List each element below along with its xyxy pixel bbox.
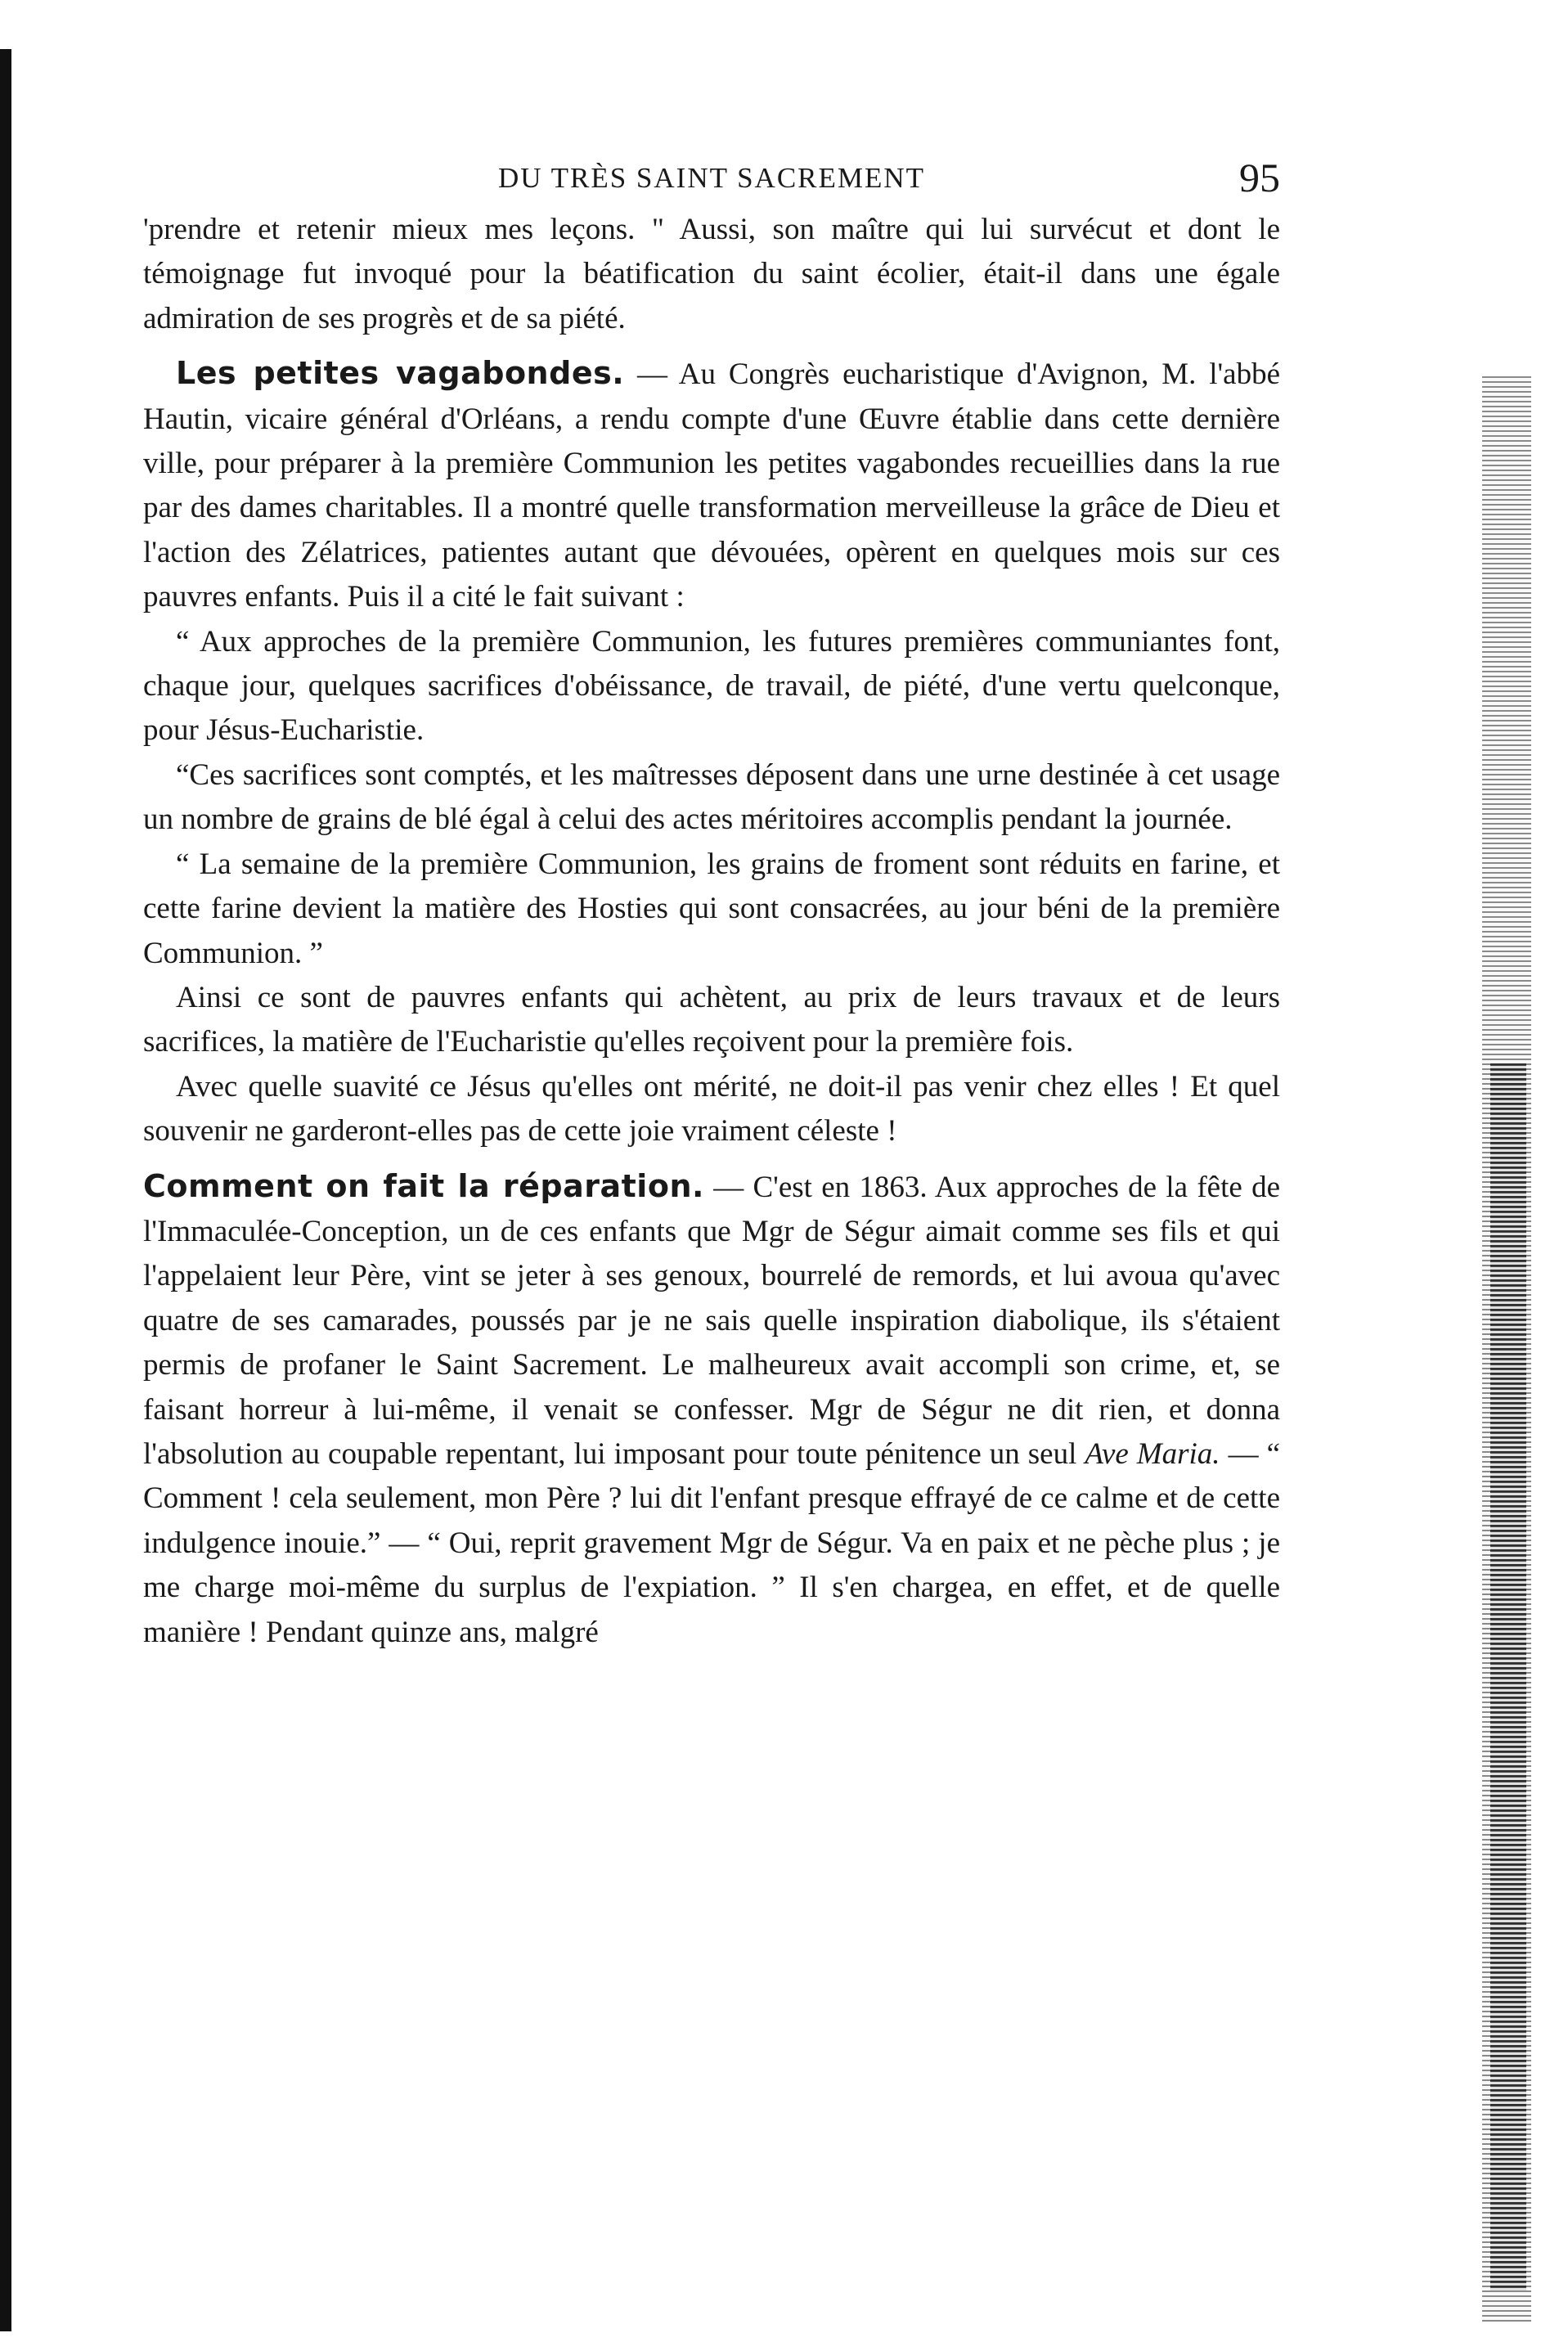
paragraph bbox=[143, 208, 1280, 341]
body-text bbox=[143, 208, 1280, 1655]
running-head bbox=[143, 154, 1280, 208]
section-title: Comment on fait la réparation. bbox=[143, 1167, 704, 1204]
paragraph-text: “ La semaine de la première Communion, les grains de froment sont réduits en farine, et cette farine devient la matière des Hosties qui sont consacrées, au jour béni de la première Communion. ” bbox=[143, 847, 1280, 970]
paragraph-text: 'prendre et retenir mieux mes leçons. " Aussi, son maître qui lui survécut et dont le témoignage fut invoqué pour la béatification du saint écolier, était-il dans une égale admiration de ses progrès et de sa piété. bbox=[143, 213, 1280, 335]
paragraph bbox=[143, 1164, 1280, 1655]
paragraph-text: “ Aux approches de la première Communion, les futures premières communiantes font, chaque jour, quelques sacrifices d'obéissance, de travail, de piété, d'une vertu quelconque, pour Jésus-Eucharistie. bbox=[143, 624, 1280, 748]
binding-edge bbox=[0, 49, 11, 2331]
book-page bbox=[143, 154, 1280, 1655]
paragraph-text: Ainsi ce sont de pauvres enfants qui achètent, au prix de leurs travaux et de leurs sacrifices, la matière de l'Eucharistie qu'elles reçoivent pour la première fois. bbox=[143, 980, 1280, 1059]
italic-text: Ave Maria. bbox=[1085, 1436, 1220, 1471]
paragraph bbox=[143, 620, 1280, 753]
paragraph-text: — C'est en 1863. Aux approches de la fête de l'Immaculée-Conception, un de ces enfants que Mgr de Ségur aimait comme ses fils et qui l'appelaient leur Père, vint se jeter à ses genoux, bourrelé de remords, et lui avoua qu'avec quatre de ses camarades, poussés par je ne sais quelle inspiration diabolique, ils s'étaient permis de profaner le Saint Sacrement. Le malheureux avait accompli son crime, et, se faisant horreur à lui-même, il venait se confesser. Mgr de Ségur ne dit rien, et donna l'absolution au coupable repentant, lui imposant pour toute pénitence un seul bbox=[143, 1170, 1281, 1471]
paragraph bbox=[143, 351, 1280, 619]
paragraph-text: Avec quelle suavité ce Jésus qu'elles ont mérité, ne doit-il pas venir chez elles ! Et quel souvenir ne garderont-elles pas de cette joie vraiment céleste ! bbox=[143, 1069, 1280, 1149]
page-number: 95 bbox=[1239, 155, 1280, 200]
paragraph-text: — “ Comment ! cela seulement, mon Père ? lui dit l'enfant presque effrayé de ce calme et de cette indulgence inouie.” — “ Oui, reprit gravement Mgr de Ségur. Va en paix et ne pèche plus ; je me charge moi-même du surplus de l'expiation. ” Il s'en chargea, en effet, et de quelle manière ! Pendant quinze ans, malgré bbox=[143, 1436, 1280, 1649]
paragraph bbox=[143, 753, 1280, 843]
paragraph bbox=[143, 976, 1280, 1065]
section-title: Les petites vagabondes. bbox=[176, 355, 625, 392]
paragraph bbox=[143, 843, 1280, 976]
page-edge-shadow-dense bbox=[1490, 1063, 1526, 2290]
paragraph-text: “Ces sacrifices sont comptés, et les maîtresses déposent dans une urne destinée à cet usage un nombre de grains de blé égal à celui des actes méritoires accomplis pendant la journée. bbox=[143, 757, 1280, 837]
running-title: DU TRÈS SAINT SACREMENT bbox=[497, 162, 926, 194]
paragraph bbox=[143, 1065, 1280, 1154]
paragraph-text: — Au Congrès eucharistique d'Avignon, M. l'abbé Hautin, vicaire général d'Orléans, a rendu compte d'une Œuvre établie dans cette dernière ville, pour préparer à la première Communion les petites vagabondes recueillies dans la rue par des dames charitables. Il a montré quelle transformation merveilleuse la grâce de Dieu et l'action des Zélatrices, patientes autant que dévouées, opèrent en quelques mois sur ces pauvres enfants. Puis il a cité le fait suivant : bbox=[143, 357, 1280, 614]
